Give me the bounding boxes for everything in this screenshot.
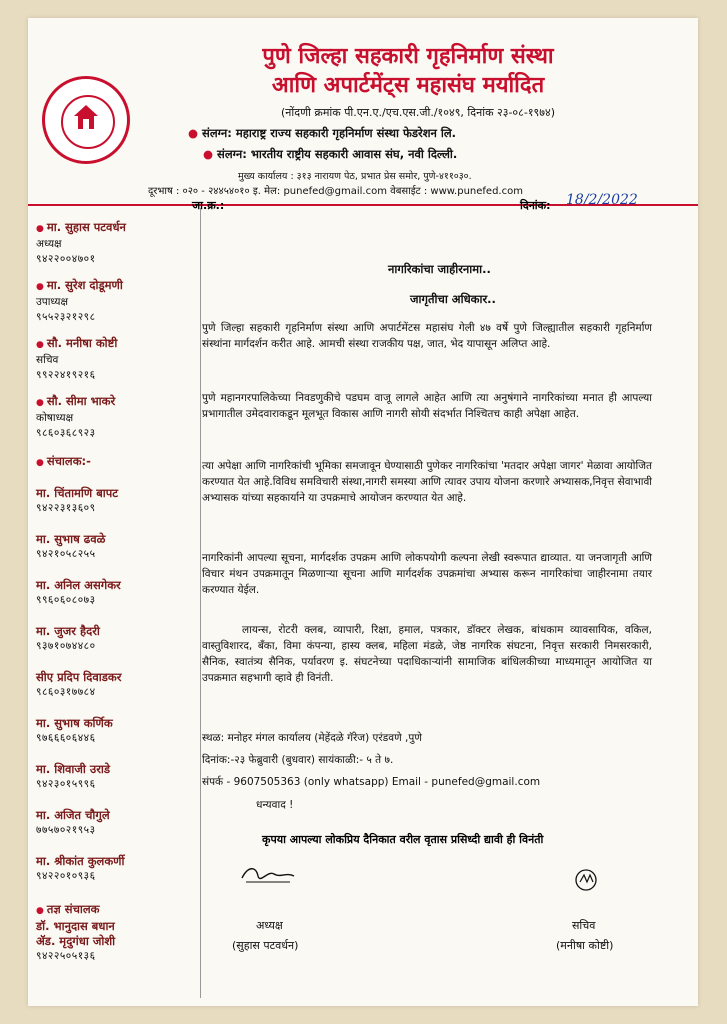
director-item: मा. जुजर हैदरी ९३७१०७४४८० bbox=[36, 624, 100, 652]
sidebar-divider bbox=[200, 208, 201, 998]
thanks-text: धन्यवाद ! bbox=[256, 799, 294, 811]
reference-number-label: जा.क्र.: bbox=[192, 199, 225, 212]
paragraph-1: पुणे जिल्हा सहकारी गृहनिर्माण संस्था आणि अपार्टमेंटस महासंघ गेली ४७ वर्षे पुणे जिल्ह्यातील सहकारी गृहनिर्माण संस्थांना मार्गदर्शन करीत आहे. आमची संस्था राजकीय पक्ष, जात, भेद यापासून अलिप्त आहे. bbox=[202, 322, 652, 350]
bullet-icon: ● bbox=[203, 147, 214, 161]
director-item: सीए प्रदिप दिवाडकर ९८६०३१७७८४ bbox=[36, 670, 122, 698]
letter-subheading: जागृतीचा अधिकार.. bbox=[410, 292, 496, 306]
paragraph-4: नागरिकांनी आपल्या सूचना, मार्गदर्शक उपक्रम आणि लोकपयोगी कल्पना लेखी स्वरूपात द्याव्यात. या जनजागृती आणि विचार मंथन उपक्रमातून मिळणाऱ्या सूचना आणि मार्गदर्शक उपक्रमांचा अभ्यास करून नागरिकांचा जाहीरनामा तयार करण्यात येईल. bbox=[202, 552, 652, 596]
member-secretary: ● सौ. मनीषा कोष्टी सचिव ९९२२४१९२१६ bbox=[36, 336, 117, 383]
member-treasurer: ● सौ. सीमा भाकरे कोषाध्यक्ष ९८६०३६८९२३ bbox=[36, 394, 115, 441]
secretary-signature bbox=[570, 866, 606, 896]
org-title-line2: आणि अपार्टमेंट्स महासंघ मर्यादित bbox=[271, 72, 545, 98]
director-item: मा. चिंतामणि बापट ९४२२३१३६०९ bbox=[36, 486, 119, 514]
contact-info: दूरभाष : ०२० - २४४५४०१० इ. मेल: punefed@gmail.com वेबसाईट : www.punefed.com bbox=[148, 186, 523, 197]
member-president: ● मा. सुहास पटवर्धन अध्यक्ष ९४२२००४७०१ bbox=[36, 220, 126, 267]
director-item: मा. सुभाष ढवळे ९४२१०५८२५५ bbox=[36, 532, 106, 560]
paragraph-2: पुणे महानगरपालिकेच्या निवडणुकीचे पडघम वाजू लागले आहेत आणि त्या अनुषंगाने नागरिकांच्या मनात ही आपल्या प्रभागातील उमेदवाराकडून मूलभूत विकास आणि नागरी सोयी संदर्भात निश्चितच काही अपेक्षा आहेत. bbox=[202, 392, 652, 420]
event-contact: संपर्क - 9607505363 (only whatsapp) Email - punefed@gmail.com bbox=[202, 776, 541, 788]
federation-logo bbox=[42, 76, 130, 164]
org-title-line1: पुणे जिल्हा सहकारी गृहनिर्माण संस्था bbox=[262, 43, 554, 69]
board-members-sidebar bbox=[28, 208, 200, 988]
secretary-title: सचिव bbox=[572, 919, 596, 932]
house-icon bbox=[72, 103, 100, 131]
president-name: (सुहास पटवर्धन) bbox=[232, 939, 299, 952]
director-item: मा. सुभाष कर्णिक ९७६६६०६४४६ bbox=[36, 716, 113, 744]
bullet-icon: ● bbox=[188, 126, 199, 140]
publication-request: कृपया आपल्या लोकप्रिय दैनिकात वरील वृतास प्रसिध्दी द्यावी ही विनंती bbox=[262, 833, 544, 846]
director-item: मा. श्रीकांत कुलकर्णी ९४२२०१०९३६ bbox=[36, 854, 125, 882]
member-vice-president: ● मा. सुरेश दोडूमणी उपाध्यक्ष ९५५२३२१२९८ bbox=[36, 278, 123, 325]
expert-directors: ● तज्ञ संचालक डॉ. भानुदास बधान ॲड. मृदुगंधा जोशी ९४२२५०५१३६ bbox=[36, 902, 115, 964]
paragraph-5: लायन्स, रोटरी क्लब, व्यापारी, रिक्षा, हमाल, पत्रकार, डॉक्टर लेखक, बांधकाम व्यावसायिक, वकिल, वास्तुविशारद, बँका, विमा कंपन्या, हास्य क्लब, महिला मंडळे, जेष्ठ नागरिक संघटना, निवृत्त सरकारी निमसरकारी, सैनिक, स्वातंत्र्य सैनिक, पर्यावरण इ. संघटनेच्या पदाधिकाऱ्यांनी सामाजिक बांधिलकीच्या माध्यमातून आयोजित या उपक्रमात सहभागी व्हावे ही विनंती. bbox=[202, 624, 652, 684]
affiliation-2: ● संलग्न: भारतीय राष्ट्रीय सहकारी आवास संघ, नवी दिल्ली. bbox=[203, 147, 458, 161]
affiliation-1: ● संलग्न: महाराष्ट्र राज्य सहकारी गृहनिर्माण संस्था फेडरेशन लि. bbox=[188, 126, 457, 140]
event-date: दिनांक:-२३ फेब्रुवारी (बुधवार) सायंकाळी:- ५ ते ७. bbox=[202, 754, 394, 766]
president-signature bbox=[238, 860, 298, 888]
paragraph-3: त्या अपेक्षा आणि नागरिकांची भूमिका समजावून घेण्यासाठी पुणेकर नागरिकांचा 'मतदार अपेक्षा जागर' मेळावा आयोजित करण्यात येत आहे.विविध समविचारी संस्था,नागरी समस्या आणि त्यावर उपाय योजना करणारे अभ्यासक,निवृत्त सेवाभावी अभ्यासक यांच्या सहकार्याने या उपक्रमाचे आयोजन करण्यात येत आहे. bbox=[202, 460, 652, 504]
director-item: मा. शिवाजी उराडे ९४२३०१५९९६ bbox=[36, 762, 111, 790]
directors-heading: ● संचालक:- bbox=[36, 454, 91, 471]
president-title: अध्यक्ष bbox=[256, 919, 283, 932]
letter-heading: नागरिकांचा जाहीरनामा.. bbox=[388, 262, 491, 276]
letterhead-page bbox=[28, 18, 698, 1006]
handwritten-date: 18/2/2022 bbox=[566, 192, 638, 208]
event-venue: स्थळ: मनोहर मंगल कार्यालय (मेहेंदळे गॅरेज) एरंडवणे ,पुणे bbox=[202, 732, 422, 744]
secretary-name: (मनीषा कोष्टी) bbox=[556, 939, 614, 952]
director-item: मा. अजित चौगुले ७७५७०२१९५३ bbox=[36, 808, 110, 836]
registration-info: (नोंदणी क्रमांक पी.एन.ए./एच.एस.जी./१०४९, दिनांक २३-०८-१९७४) bbox=[280, 106, 555, 119]
director-item: मा. अनिल असगेकर ९९६०६०८०७३ bbox=[36, 578, 121, 606]
office-address: मुख्य कार्यालय : ३१३ नारायण पेठ, प्रभात प्रेस समोर, पुणे-४११०३०. bbox=[238, 171, 472, 182]
date-label: दिनांक: bbox=[520, 199, 551, 212]
